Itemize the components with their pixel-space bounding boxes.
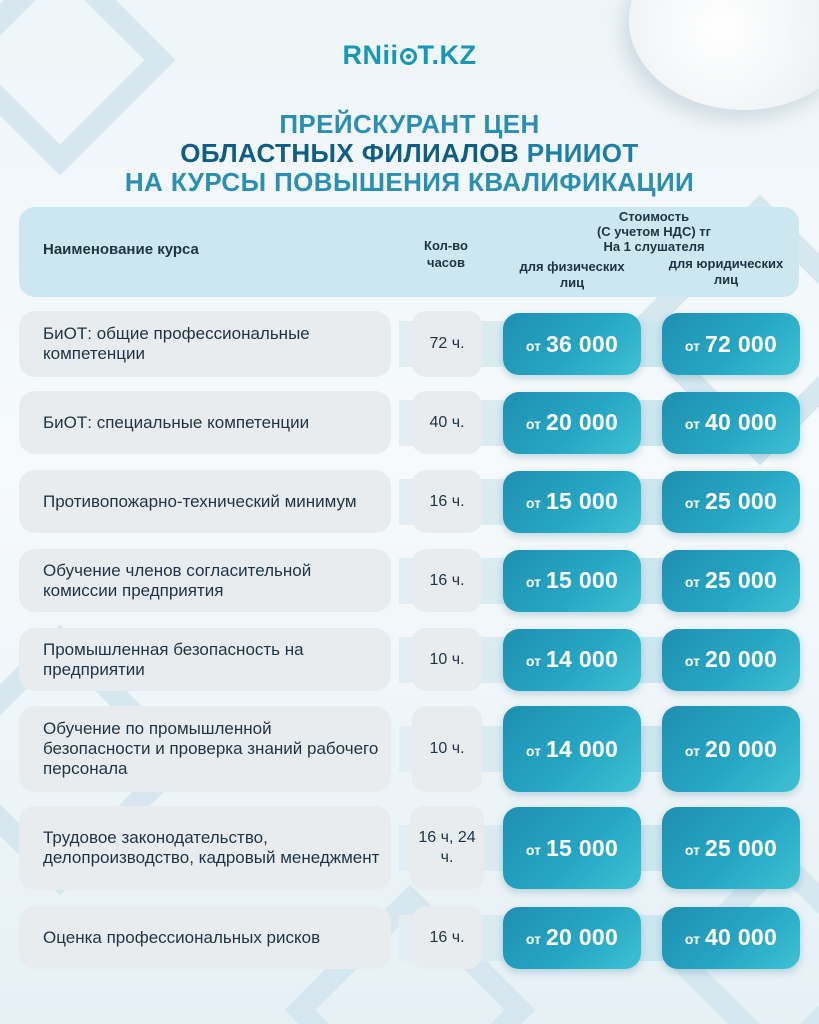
course-name-text: БиОТ: специальные компетенции (43, 412, 310, 432)
price-prefix: от (684, 337, 700, 354)
title-line-2-bold: ОБЛАСТНЫХ ФИЛИАЛОВ (180, 138, 520, 168)
price-prefix: от (684, 931, 700, 947)
course-name (19, 470, 391, 533)
course-hours: 16 ч. (412, 906, 482, 969)
table-row (19, 706, 799, 792)
price-prefix: от (684, 742, 700, 759)
course-name-text: Промышленная безопасность на предприятии (43, 639, 304, 679)
table-row (19, 628, 799, 691)
price-value: 20 000 (545, 409, 619, 435)
logo (0, 40, 819, 71)
course-name (19, 706, 391, 792)
price-value: 14 000 (545, 735, 619, 762)
logo-text-part2: T.KZ (417, 40, 477, 70)
price-prefix: от (684, 653, 700, 669)
price-legal-entities (662, 550, 800, 612)
price-legal-entities (662, 706, 800, 792)
price-individuals (503, 392, 641, 454)
price-prefix: от (684, 416, 700, 432)
header-phys-line1: для физических (519, 259, 625, 274)
price-individuals (503, 706, 641, 792)
price-prefix: от (684, 495, 700, 511)
course-name-text: Обучение по промышленной безопасности и проверка знаний рабочего персонала (43, 719, 379, 778)
table-header (19, 207, 799, 297)
course-name (19, 806, 391, 890)
course-name-text: Противопожарно-технический минимум (43, 491, 357, 511)
price-value: 15 000 (545, 834, 619, 861)
price-value: 15 000 (545, 488, 619, 514)
header-legal-line2: лиц (713, 272, 739, 287)
logo-circle-icon (400, 48, 417, 65)
price-value: 20 000 (704, 646, 778, 672)
price-prefix: от (525, 841, 541, 858)
header-cost-line2: (С учетом НДС) тг (596, 224, 712, 239)
price-individuals (503, 907, 641, 969)
price-value: 72 000 (704, 330, 778, 357)
course-name (19, 549, 391, 612)
price-individuals (503, 550, 641, 612)
price-prefix: от (684, 841, 700, 858)
title-line-2 (0, 139, 819, 168)
table-row (19, 311, 799, 377)
price-value: 25 000 (704, 488, 778, 514)
price-prefix: от (525, 574, 541, 590)
price-prefix: от (525, 495, 541, 511)
title-line-2-rest: РНИИОТ (526, 138, 639, 168)
price-prefix: от (525, 337, 541, 354)
page-title (0, 110, 819, 197)
price-legal-entities (662, 313, 800, 375)
header-cost-line3: На 1 слушателя (603, 239, 705, 254)
price-legal-entities (662, 392, 800, 454)
header-individuals (497, 259, 647, 291)
course-hours: 72 ч. (412, 311, 482, 377)
price-value: 14 000 (545, 646, 619, 672)
header-hours (411, 237, 481, 271)
header-legal-entities (651, 256, 801, 288)
header-course-name: Наименование курса (43, 241, 199, 258)
course-name-text: Обучение членов согласительной комиссии предприятия (43, 560, 312, 600)
course-name (19, 628, 391, 691)
price-individuals (503, 629, 641, 691)
header-phys-line2: лиц (559, 275, 585, 290)
table-row (19, 470, 799, 533)
price-legal-entities (662, 907, 800, 969)
course-hours: 10 ч. (412, 628, 482, 691)
price-value: 36 000 (545, 330, 619, 357)
price-prefix: от (525, 742, 541, 759)
price-value: 25 000 (704, 567, 778, 593)
price-value: 20 000 (545, 924, 619, 950)
header-cost-line1: Стоимость (618, 209, 690, 224)
price-prefix: от (684, 574, 700, 590)
header-legal-line1: для юридических (668, 256, 784, 271)
course-name (19, 906, 391, 969)
logo-text-part1: RNii (342, 40, 399, 70)
course-hours: 40 ч. (412, 391, 482, 454)
table-row (19, 906, 799, 969)
course-name (19, 311, 391, 377)
course-hours: 16 ч. (412, 549, 482, 612)
price-prefix: от (525, 931, 541, 947)
header-cost (569, 209, 739, 254)
price-prefix: от (525, 416, 541, 432)
course-name (19, 391, 391, 454)
price-individuals (503, 807, 641, 889)
price-value: 15 000 (545, 567, 619, 593)
course-hours: 16 ч, 24 ч. (410, 806, 484, 890)
header-hours-line1: Кол-во (424, 238, 468, 253)
price-value: 25 000 (704, 834, 778, 861)
price-prefix: от (525, 653, 541, 669)
price-individuals (503, 471, 641, 533)
title-line-1: ПРЕЙСКУРАНТ ЦЕН (279, 109, 540, 139)
table-row (19, 549, 799, 612)
price-legal-entities (662, 471, 800, 533)
course-hours: 10 ч. (412, 706, 482, 792)
table-row (19, 806, 799, 890)
price-value: 40 000 (704, 409, 778, 435)
price-value: 20 000 (704, 735, 778, 762)
price-legal-entities (662, 807, 800, 889)
table-row (19, 391, 799, 454)
course-name-text: Трудовое законодательство, делопроизводство, кадровый менеджмент (43, 828, 380, 867)
course-hours: 16 ч. (412, 470, 482, 533)
price-individuals (503, 313, 641, 375)
title-line-3: НА КУРСЫ ПОВЫШЕНИЯ КВАЛИФИКАЦИИ (124, 167, 695, 197)
price-legal-entities (662, 629, 800, 691)
header-hours-line2: часов (427, 255, 465, 270)
course-name-text: БиОТ: общие профессиональные компетенции (43, 324, 310, 363)
price-value: 40 000 (704, 924, 778, 950)
course-name-text: Оценка профессиональных рисков (43, 927, 321, 947)
